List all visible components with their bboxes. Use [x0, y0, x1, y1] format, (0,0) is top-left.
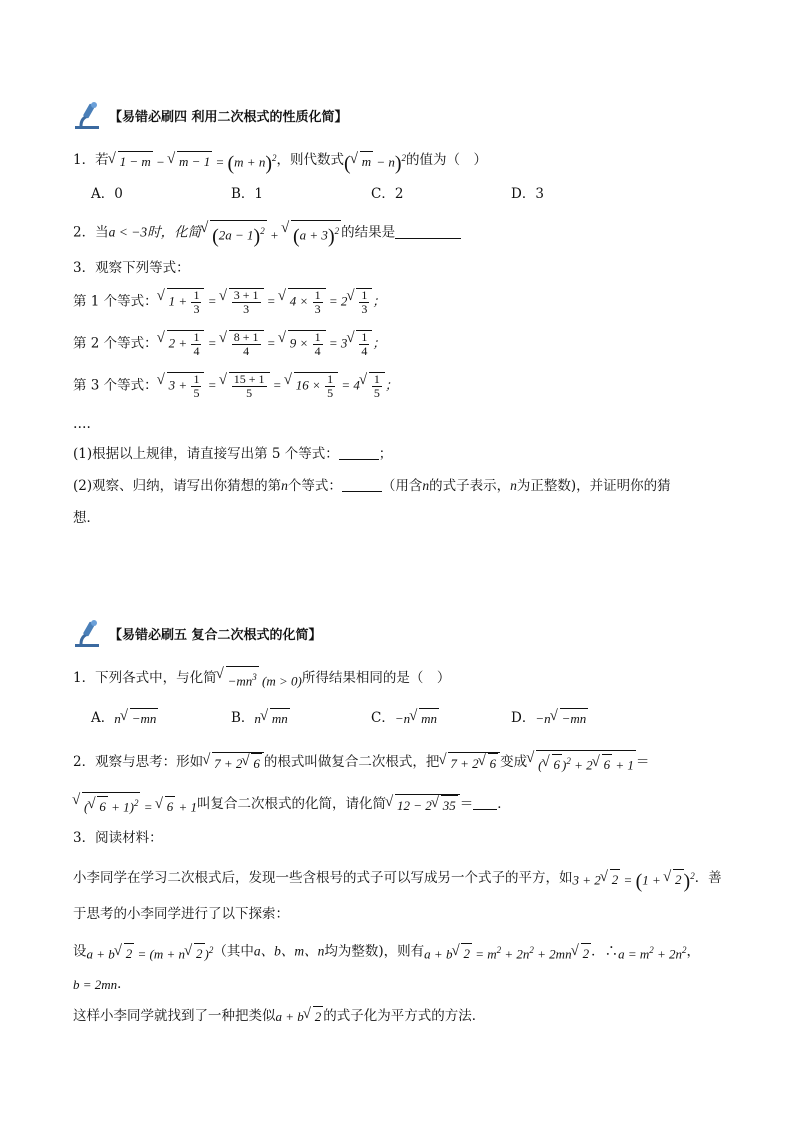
answer-blank[interactable] [339, 445, 379, 460]
section-4-heading [73, 100, 348, 130]
option-b[interactable]: B．1 [231, 186, 264, 202]
reading-para-4: b = 2mn． [73, 976, 131, 992]
s4-question-2: 2．当a < −3时，化简√ $(2a - 1)^2$ + √ $(a + 3)^2$ 的结果是 [73, 220, 461, 246]
q1-equation: √ 1 − m − √ $m - 1 = (m + n)^2$ [109, 148, 277, 173]
s4-question-1: 1．若√ 1 − m − √ $m - 1 = (m + n)^2$，则代数式(√ m − n)$^2$的值为（ ） [73, 148, 487, 173]
section-5-heading [73, 618, 322, 648]
answer-blank[interactable] [395, 224, 461, 239]
s5-question-1: 1．下列各式中，与化简√ $-mn^3$ (m > 0)所得结果相同的是（ ） [73, 666, 450, 691]
reading-para-3: 设a + b√ 2 = (m + n√ 2 )$^2$（其中a、b、m、n均为整数)，则有a + b√ $2 = m^2 + 2n^2 + 2mn√$ 2 ．∴a = $m^2 + 2n^2$， [73, 940, 700, 964]
answer-blank[interactable] [473, 795, 497, 810]
option-d[interactable]: D．3 [511, 186, 544, 202]
s5-question-2-cont: √ (√ 6 + 1)$^2$ = √ 6 + 1叫复合二次根式的化简，请化简√ 12 − 2√ 35 ＝ ． [73, 792, 511, 817]
option-c[interactable]: C．−n√ mn [371, 708, 511, 729]
equation-1: 第 1 个等式：√ 1 + $\frac{1}{3}$ = √ $\frac{3 + 1}{3}$ = √ 4 × $\frac{1}{3}$ = 2 √ $\frac{1}{3}$ ； [73, 288, 385, 316]
section-4-title: 【易错必刷四 利用二次根式的性质化简】 [109, 109, 348, 125]
option-a[interactable]: A．n√ −mn [91, 708, 231, 729]
option-a[interactable]: A．0 [91, 186, 123, 202]
section-5-title: 【易错必刷五 复合二次根式的化简】 [109, 627, 322, 643]
microscope-icon [73, 100, 103, 130]
option-b[interactable]: B．n√ mn [231, 708, 371, 729]
option-d[interactable]: D．−n√ −mn [511, 708, 651, 729]
option-c[interactable]: C．2 [371, 186, 404, 202]
microscope-icon [73, 618, 103, 648]
ellipsis: …. [73, 416, 91, 432]
s4-question-3: 3．观察下列等式： [73, 260, 190, 276]
reading-para-1: 小李同学在学习二次根式后，发现一些含根号的式子可以写成另一个式子的平方，如3 + 2√ 2 = (1 + √ 2 )$^2$．善 [73, 866, 722, 891]
equation-3: 第 3 个等式：√ 3 + $\frac{1}{5}$ = √ $\frac{15 + 1}{5}$ = √ 16 × $\frac{1}{5}$ = 4 √ $\frac{1}{5}$ ； [73, 372, 398, 400]
equation-2: 第 2 个等式：√ 2 + $\frac{1}{4}$ = √ $\frac{8 + 1}{4}$ = √ 9 × $\frac{1}{4}$ = 3 √ $\frac{1}{4}$ ； [73, 330, 385, 358]
sub-question-2-end: 想． [73, 510, 100, 526]
s5-question-3: 3．阅读材料： [73, 830, 163, 846]
s4-q1-options [91, 184, 651, 204]
sub-question-2: (2)观察、归纳，请写出你猜想的第n个等式： （用含n的式子表示，n为正整数)，并证明你的猜 [73, 478, 671, 494]
sub-question-1: (1)根据以上规律，请直接写出第 5 个等式： ； [73, 446, 393, 462]
answer-blank[interactable] [342, 477, 382, 492]
reading-para-5: 这样小李同学就找到了一种把类似a + b√ 2 的式子化为平方式的方法． [73, 1006, 485, 1027]
reading-para-2: 于思考的小李同学进行了以下探索： [73, 906, 289, 922]
s5-question-2: 2．观察与思考：形如√ 7 + 2√ 6 的根式叫做复合二次根式，把√ 7 + 2√ 6 变成√ (√ 6 )$^2$ + 2√ 6 + 1 ＝ [73, 750, 649, 775]
s5-q1-options [91, 708, 651, 729]
